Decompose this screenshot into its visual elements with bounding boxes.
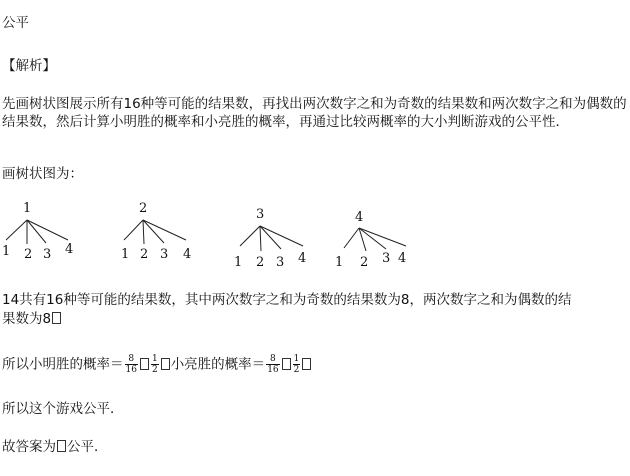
- missing-glyph-box: [140, 358, 149, 370]
- fair-statement: 所以这个游戏公平．: [2, 401, 124, 417]
- tree-branch: [260, 226, 303, 246]
- tree-branch: [359, 228, 406, 246]
- tree-branch: [359, 228, 366, 251]
- tree-branch: [143, 220, 186, 240]
- tree-leaf-label: 3: [276, 255, 285, 270]
- tree-branch: [260, 226, 261, 251]
- tree-leaf-label: 1: [2, 244, 11, 259]
- tree-leaf-label: 2: [360, 255, 369, 270]
- probability-line: [2, 354, 312, 375]
- final-answer-line: [2, 438, 108, 456]
- tree-leaf-label: 4: [298, 251, 307, 266]
- tree-leaf-label: 2: [140, 247, 149, 262]
- analysis-label: 【解析】: [2, 58, 56, 74]
- fraction-denominator: 2: [293, 365, 300, 375]
- tree-leaf-label: 3: [382, 251, 391, 266]
- tree-diagram-label: 画树状图为：: [2, 166, 83, 182]
- fraction-8-16-b: [266, 354, 279, 375]
- tree-leaf-label: 4: [398, 251, 407, 266]
- missing-glyph-box: [52, 312, 61, 324]
- fraction-numerator: 8: [125, 354, 138, 365]
- tree-leaf-label: 3: [43, 247, 52, 262]
- missing-glyph-box: [57, 440, 66, 452]
- fraction-1-2-b: [293, 354, 301, 375]
- tree-branch: [27, 220, 46, 243]
- tree-leaf-label: 2: [256, 255, 265, 270]
- tree-branch: [359, 228, 386, 249]
- fraction-numerator: 1: [151, 354, 158, 364]
- fraction-numerator: 8: [266, 354, 279, 365]
- fraction-denominator: 16: [267, 365, 279, 375]
- probability-middle: 小亮胜的概率＝: [170, 356, 266, 373]
- missing-glyph-box: [302, 358, 311, 370]
- tree-root-label: 2: [139, 201, 148, 216]
- tree-leaf-label: 1: [234, 255, 243, 270]
- fraction-1-2-a: [151, 354, 159, 375]
- analysis-intro: 先画树状图展示所有16种等可能的结果数，再找出两次数字之和为奇数的结果数和两次数字之和为偶数的结果数，然后计算小明胜的概率和小亮胜的概率，再通过比较两概率的大小判断游戏的公平性．: [2, 96, 627, 130]
- tree-leaf-label: 4: [65, 242, 74, 257]
- tree-diagram: [0, 196, 630, 276]
- tree-root-label: 3: [256, 207, 265, 222]
- tree-leaf-label: 2: [24, 247, 33, 262]
- tree-branch: [6, 220, 27, 240]
- answer-prefix: 故答案为: [2, 439, 56, 455]
- tree-branch: [143, 220, 164, 243]
- tree-leaf-label: 4: [183, 247, 192, 262]
- probability-prefix: 所以小明胜的概率＝: [2, 356, 124, 373]
- tree-branch: [260, 226, 281, 249]
- fraction-denominator: 2: [151, 365, 158, 375]
- tree-root-label: 1: [23, 201, 32, 216]
- missing-glyph-box: [282, 358, 291, 370]
- answer-heading: 公平: [2, 15, 29, 31]
- fraction-numerator: 1: [293, 354, 300, 364]
- result-count-line-1: 14共有16种等可能的结果数，其中两次数字之和为奇数的结果数为8，两次数字之和为偶数的结: [2, 292, 572, 308]
- tree-leaf-label: 1: [335, 255, 344, 270]
- tree-branch: [124, 220, 143, 240]
- tree-leaf-label: 1: [121, 247, 130, 262]
- result-count-text: 果数为8: [2, 311, 52, 327]
- missing-glyph-box: [161, 358, 170, 370]
- tree-root-label: 4: [355, 210, 364, 225]
- tree-leaf-label: 3: [160, 247, 169, 262]
- fraction-8-16-a: [125, 354, 138, 375]
- tree-branch: [27, 220, 68, 240]
- result-count-line-2: [2, 310, 62, 328]
- tree-branch: [240, 226, 260, 246]
- tree-branch: [143, 220, 144, 244]
- answer-value: 公平．: [67, 439, 108, 455]
- tree-branch: [344, 228, 359, 248]
- fraction-denominator: 16: [125, 365, 137, 375]
